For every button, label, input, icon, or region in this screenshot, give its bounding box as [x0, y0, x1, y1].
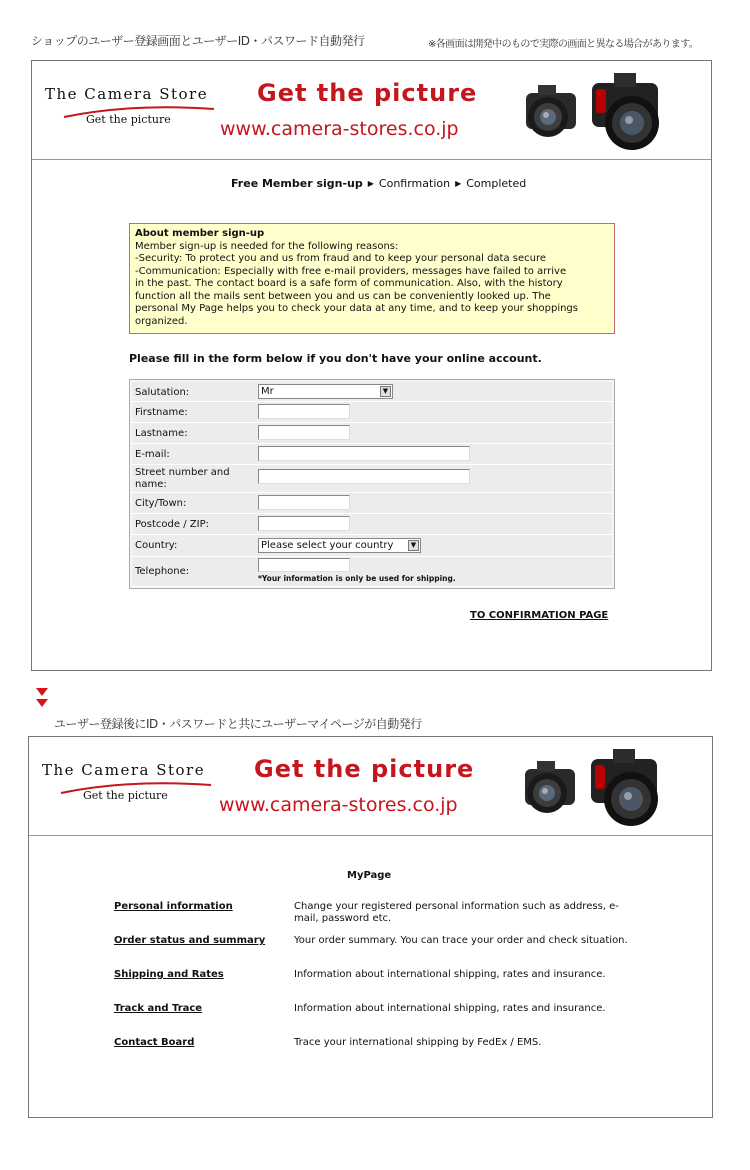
- email-label: E-mail:: [135, 449, 170, 460]
- telephone-label: Telephone:: [135, 566, 190, 577]
- about-heading: About member sign-up: [135, 228, 265, 239]
- down-arrow-icon: [36, 699, 48, 707]
- step-confirmation: Confirmation: [378, 177, 451, 190]
- contact-board-link[interactable]: Contact Board: [114, 1037, 195, 1048]
- shipping-rates-link[interactable]: Shipping and Rates: [114, 969, 224, 980]
- row-email: [132, 444, 612, 465]
- store-banner: [29, 737, 712, 836]
- step-completed: Completed: [466, 177, 527, 190]
- store-logo-subtitle: Get the picture: [86, 113, 171, 126]
- telephone-input[interactable]: [258, 558, 350, 572]
- track-trace-desc: Information about international shipping, rates and insurance.: [294, 1003, 606, 1014]
- step-arrow-icon: ▶: [367, 179, 374, 188]
- chevron-down-icon[interactable]: ▼: [408, 540, 419, 551]
- lastname-input[interactable]: [258, 425, 350, 440]
- shipping-note: *Your information is only be used for shipping.: [258, 574, 456, 583]
- about-signup-box: [129, 223, 615, 334]
- to-confirmation-link[interactable]: TO CONFIRMATION PAGE: [470, 610, 609, 621]
- street-label: Street number and name:: [135, 467, 230, 490]
- country-label: Country:: [135, 540, 178, 551]
- store-logo-title: The Camera Store: [42, 761, 206, 779]
- row-telephone: [132, 557, 612, 587]
- cameras-image: [519, 743, 674, 831]
- firstname-label: Firstname:: [135, 407, 188, 418]
- mypage-panel: [28, 736, 713, 1118]
- signup-steps: [231, 177, 526, 190]
- row-salutation: [132, 382, 612, 402]
- mypage-title: MyPage: [347, 870, 392, 881]
- store-logo-subtitle: Get the picture: [83, 789, 168, 802]
- about-line: in the past. The contact board is a safe form of communication. Also, with the history: [135, 278, 563, 289]
- about-line: -Security: To protect you and us from fraud and to keep your personal data secure: [135, 253, 547, 264]
- about-line: personal My Page helps you to check your data at any time, and to keep your shoppings: [135, 303, 578, 314]
- signup-panel: [31, 60, 712, 671]
- personal-information-link[interactable]: Personal information: [114, 901, 233, 912]
- store-banner: [32, 61, 711, 160]
- contact-board-desc: Trace your international shipping by FedEx / EMS.: [294, 1037, 542, 1048]
- salutation-value: Mr: [261, 386, 274, 397]
- banner-url: www.camera-stores.co.jp: [219, 794, 458, 816]
- step-current: Free Member sign-up: [231, 177, 363, 190]
- banner-tagline: Get the picture: [254, 755, 475, 783]
- country-select[interactable]: [258, 538, 421, 553]
- postcode-label: Postcode / ZIP:: [135, 519, 209, 530]
- caption-disclaimer: ※各画面は開発中のもので実際の画面と異なる場合があります。: [428, 39, 699, 50]
- city-label: City/Town:: [135, 498, 187, 509]
- about-line: function all the mails sent between you and us can be conveniently looked up. The: [135, 290, 551, 302]
- row-country: [132, 535, 612, 557]
- lastname-label: Lastname:: [135, 428, 188, 439]
- city-input[interactable]: [258, 495, 350, 510]
- personal-information-desc: Change your registered personal information such as address, e-mail, password etc.: [294, 901, 619, 924]
- street-input[interactable]: [258, 469, 470, 484]
- chevron-down-icon[interactable]: ▼: [380, 386, 391, 397]
- postcode-input[interactable]: [258, 516, 350, 531]
- signup-form: [129, 379, 615, 589]
- cameras-image: [520, 67, 675, 155]
- email-input[interactable]: [258, 446, 470, 461]
- row-city: [132, 493, 612, 514]
- about-line: Member sign-up is needed for the following reasons:: [135, 240, 399, 252]
- caption-signup-screen: ショップのユーザー登録画面とユーザーID・パスワード自動発行: [31, 34, 365, 48]
- row-firstname: [132, 402, 612, 423]
- about-line: -Communication: Especially with free e-mail providers, messages have failed to arrive: [135, 265, 567, 277]
- caption-mypage-issued: ユーザー登録後にID・パスワードと共にユーザーマイページが自動発行: [54, 717, 422, 731]
- banner-tagline: Get the picture: [257, 79, 478, 107]
- track-trace-link[interactable]: Track and Trace: [114, 1003, 203, 1014]
- shipping-rates-desc: Information about international shipping, rates and insurance.: [294, 969, 606, 980]
- firstname-input[interactable]: [258, 404, 350, 419]
- about-line: organized.: [135, 315, 188, 327]
- salutation-select[interactable]: [258, 384, 393, 399]
- order-status-desc: Your order summary. You can trace your order and check situation.: [294, 935, 628, 946]
- row-lastname: [132, 423, 612, 444]
- order-status-link[interactable]: Order status and summary: [114, 935, 266, 946]
- row-postcode: [132, 514, 612, 535]
- store-logo-title: The Camera Store: [45, 85, 209, 103]
- country-value: Please select your country: [261, 540, 394, 551]
- salutation-label: Salutation:: [135, 387, 190, 398]
- banner-url: www.camera-stores.co.jp: [220, 118, 459, 140]
- step-arrow-icon: ▶: [455, 179, 462, 188]
- down-arrow-icon: [36, 688, 48, 696]
- form-heading: Please fill in the form below if you don't have your online account.: [129, 352, 542, 365]
- row-street: [132, 465, 612, 493]
